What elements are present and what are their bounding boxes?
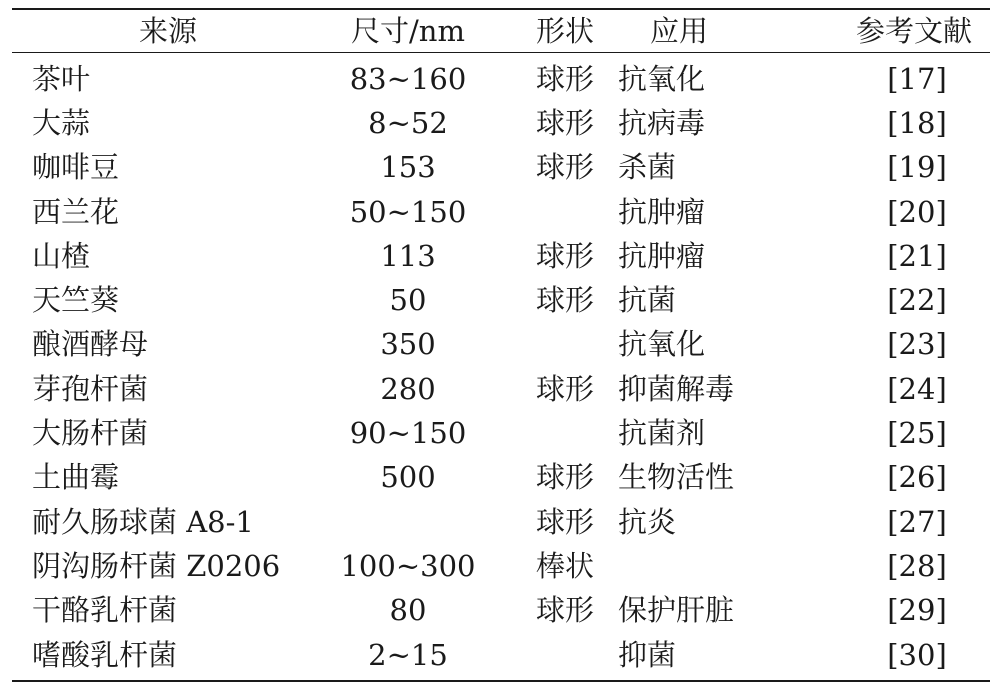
cell-source: 天竺葵: [32, 283, 120, 318]
cell-reference: [26]: [887, 460, 947, 495]
table-row: [12, 367, 990, 411]
cell-size: 350: [380, 327, 436, 362]
table-row: [12, 234, 990, 278]
cell-reference: [25]: [887, 416, 947, 451]
header-application: 应用: [650, 13, 709, 48]
cell-size: 153: [380, 150, 436, 185]
header-size: 尺寸/nm: [351, 13, 465, 48]
cell-size: 500: [380, 460, 436, 495]
table-row: [12, 278, 990, 322]
cell-size: 83~160: [349, 61, 467, 96]
cell-application: 抑菌解毒: [618, 371, 735, 406]
header-shape: 形状: [536, 13, 595, 48]
table-row: [12, 589, 990, 633]
cell-source: 西兰花: [32, 194, 120, 229]
header-source: 来源: [138, 13, 197, 48]
cell-application: 抑菌: [618, 637, 677, 672]
cell-application: 抗氧化: [618, 61, 706, 96]
header-reference: 参考文献: [855, 13, 972, 48]
cell-source: 酿酒酵母: [32, 327, 149, 362]
cell-shape: 球形: [536, 371, 595, 406]
cell-shape: 球形: [536, 504, 595, 539]
cell-shape: 球形: [536, 460, 595, 495]
cell-reference: [24]: [887, 371, 947, 406]
cell-application: 抗氧化: [618, 327, 706, 362]
cell-shape: 棒状: [536, 548, 595, 583]
table-header-row: [12, 10, 990, 52]
cell-size: 80: [389, 593, 427, 628]
cell-reference: [28]: [887, 548, 947, 583]
cell-source: 阴沟肠杆菌 Z0206: [32, 548, 281, 583]
table-row: [12, 544, 990, 588]
cell-reference: [23]: [887, 327, 947, 362]
cell-size: 50: [389, 283, 427, 318]
table-row: [12, 190, 990, 234]
cell-shape: 球形: [536, 283, 595, 318]
cell-application: 抗菌: [618, 283, 677, 318]
cell-reference: [27]: [887, 504, 947, 539]
cell-size: 8~52: [368, 105, 448, 140]
cell-reference: [20]: [887, 194, 947, 229]
cell-source: 大肠杆菌: [32, 416, 149, 451]
table-body: [12, 53, 990, 680]
table-row: [12, 633, 990, 677]
table-row: [12, 500, 990, 544]
cell-source: 芽孢杆菌: [32, 371, 149, 406]
cell-shape: 球形: [536, 105, 595, 140]
cell-size: 100~300: [340, 548, 476, 583]
cell-reference: [17]: [887, 61, 947, 96]
cell-application: 抗肿瘤: [618, 238, 706, 273]
table-row: [12, 57, 990, 101]
cell-reference: [30]: [887, 637, 947, 672]
cell-source: 土曲霉: [32, 460, 120, 495]
cell-source: 咖啡豆: [32, 150, 120, 185]
cell-application: 抗菌剂: [618, 416, 706, 451]
table-row: [12, 456, 990, 500]
cell-source: 嗜酸乳杆菌: [32, 637, 178, 672]
table-row: [12, 323, 990, 367]
table-row: [12, 146, 990, 190]
bottom-rule: [12, 680, 990, 682]
table-row: [12, 411, 990, 455]
cell-source: 大蒜: [32, 105, 91, 140]
cell-size: 2~15: [368, 637, 448, 672]
cell-application: 保护肝脏: [618, 593, 735, 628]
cell-application: 生物活性: [618, 460, 735, 495]
cell-shape: 球形: [536, 150, 595, 185]
table-row: [12, 101, 990, 145]
cell-reference: [21]: [887, 238, 947, 273]
cell-reference: [18]: [887, 105, 947, 140]
cell-size: 280: [380, 371, 436, 406]
cell-application: 抗肿瘤: [618, 194, 706, 229]
cell-source: 茶叶: [32, 61, 91, 96]
cell-size: 113: [380, 238, 436, 273]
nanoparticle-table: [12, 8, 990, 682]
cell-size: 90~150: [349, 416, 467, 451]
cell-shape: 球形: [536, 61, 595, 96]
cell-source: 耐久肠球菌 A8-1: [32, 504, 254, 539]
cell-application: 杀菌: [618, 150, 677, 185]
cell-reference: [19]: [887, 150, 947, 185]
cell-application: 抗炎: [618, 504, 677, 539]
cell-source: 山楂: [32, 238, 91, 273]
cell-size: 50~150: [349, 194, 467, 229]
cell-source: 干酪乳杆菌: [32, 593, 178, 628]
cell-application: 抗病毒: [618, 105, 706, 140]
cell-reference: [29]: [887, 593, 947, 628]
cell-shape: 球形: [536, 593, 595, 628]
cell-shape: 球形: [536, 238, 595, 273]
cell-reference: [22]: [887, 283, 947, 318]
